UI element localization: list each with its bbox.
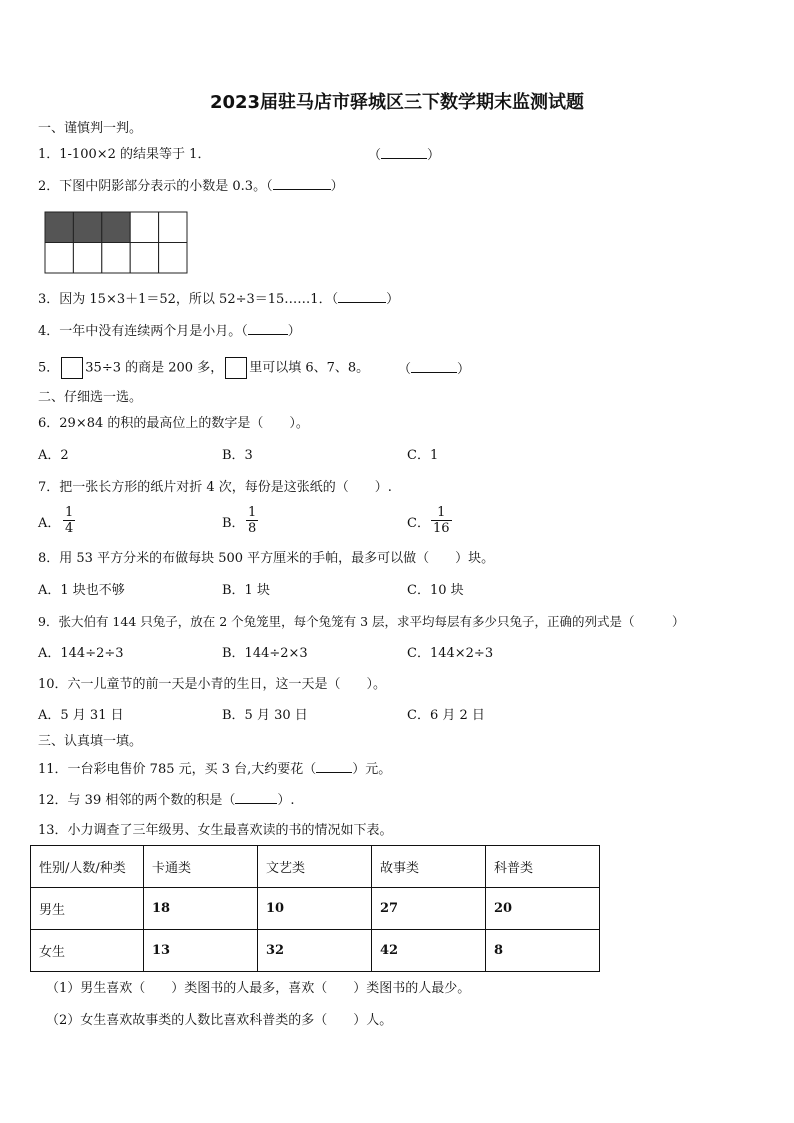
question-1-answer (368, 146, 440, 165)
reading-survey-table (30, 845, 600, 972)
table-cell: 27 (372, 888, 486, 930)
table-header-cell: 文艺类 (258, 846, 372, 888)
option-b[interactable] (222, 515, 245, 533)
question-13: 13．小力调查了三年级男、女生最喜欢读的书的情况如下表。 (38, 823, 393, 838)
denominator: 8 (248, 521, 257, 536)
grid-cell (73, 243, 101, 274)
question-4 (38, 322, 301, 341)
answer-blank[interactable] (338, 290, 386, 303)
paren-left: （ (368, 148, 382, 163)
paren-left: （ (398, 362, 412, 377)
question-5 (38, 357, 471, 379)
fraction-one-quarter (63, 505, 75, 536)
grid-cell-shaded (73, 212, 101, 243)
question-2 (38, 177, 344, 196)
table-header-cell: 故事类 (372, 846, 486, 888)
table-cell: 13 (144, 930, 258, 972)
question-1 (38, 146, 441, 164)
table-header-cell: 科普类 (486, 846, 600, 888)
question-3-text: 3．因为 15×3＋1＝52，所以 52÷3＝15……1．（ (38, 292, 339, 307)
answer-blank[interactable] (235, 791, 277, 804)
table-row (31, 888, 600, 930)
table-cell: 男生 (31, 888, 144, 930)
question-12 (38, 791, 295, 810)
option-c[interactable]: C．1 (407, 448, 439, 463)
section-heading-1: 一、谨慎判一判。 (38, 121, 143, 136)
question-5-text: 35÷3 的商是 200 多， (85, 360, 224, 376)
answer-blank[interactable] (381, 146, 427, 159)
question-7: 7．把一张长方形的纸片对折 4 次，每份是这张纸的（ ）. (38, 480, 392, 495)
question-11 (38, 760, 391, 779)
grid-svg (44, 211, 188, 275)
shaded-grid-figure (44, 211, 188, 275)
question-6: 6．29×84 的积的最高位上的数字是（ ）。 (38, 416, 309, 431)
option-a[interactable]: A．2 (38, 448, 69, 463)
option-c[interactable]: C．6 月 2 日 (407, 708, 485, 723)
option-c[interactable] (407, 515, 430, 533)
table-cell: 32 (258, 930, 372, 972)
question-13-part-1: （1）男生喜欢（ ）类图书的人最多，喜欢（ ）类图书的人最少。 (46, 981, 471, 996)
table-cell: 18 (144, 888, 258, 930)
section-heading-2: 二、仔细选一选。 (38, 390, 143, 405)
paren-right: ） (386, 292, 400, 307)
fraction-one-sixteenth (431, 505, 452, 536)
table-cell: 42 (372, 930, 486, 972)
page-title: 2023届驻马店市驿城区三下数学期末监测试题 (209, 92, 585, 113)
table-cell: 20 (486, 888, 600, 930)
question-8: 8．用 53 平方分米的布做每块 500 平方厘米的手帕，最多可以做（ ）块。 (38, 551, 495, 566)
blank-box[interactable] (225, 357, 247, 379)
paren-right: ） (427, 148, 441, 163)
option-c[interactable]: C．10 块 (407, 583, 464, 598)
question-5-suffix: 里可以填 6、7、8。 (249, 360, 370, 376)
question-11-tail: ）元。 (352, 762, 392, 777)
option-label: A． (38, 516, 61, 531)
option-label: C． (407, 516, 430, 531)
grid-cell-shaded (102, 212, 130, 243)
answer-blank[interactable] (248, 322, 288, 335)
question-2-text: 2．下图中阴影部分表示的小数是 0.3。（ (38, 179, 273, 194)
grid-cell (130, 212, 158, 243)
table-header-cell: 卡通类 (144, 846, 258, 888)
option-b[interactable]: B．1 块 (222, 583, 270, 598)
question-13-part-2: （2）女生喜欢故事类的人数比喜欢科普类的多（ ）人。 (46, 1013, 393, 1028)
question-12-text: 12．与 39 相邻的两个数的积是（ (38, 793, 236, 808)
question-5-answer (398, 360, 470, 379)
option-c[interactable]: C．144×2÷3 (407, 646, 494, 661)
paren-right: ） (287, 324, 301, 339)
numerator: 1 (248, 505, 257, 520)
question-3 (38, 290, 399, 309)
question-9: 9．张大伯有 144 只兔子，放在 2 个兔笼里，每个兔笼有 3 层，求平均每层有多少只兔子，正确的列式是（ ） (38, 614, 685, 629)
option-b[interactable]: B．3 (222, 448, 253, 463)
grid-cell (159, 243, 187, 274)
question-5-number: 5． (38, 360, 60, 376)
answer-blank[interactable] (273, 177, 331, 190)
paren-right: ） (330, 179, 344, 194)
table-cell: 10 (258, 888, 372, 930)
blank-box[interactable] (61, 357, 83, 379)
section-heading-3: 三、认真填一填。 (38, 734, 143, 749)
answer-blank[interactable] (316, 760, 352, 773)
table-header-row (31, 846, 600, 888)
grid-cell (159, 212, 187, 243)
answer-blank[interactable] (411, 360, 457, 373)
question-12-tail: ）. (277, 793, 295, 808)
question-11-text: 11．一台彩电售价 785 元，买 3 台,大约要花（ (38, 762, 317, 777)
option-b[interactable]: B．5 月 30 日 (222, 708, 308, 723)
option-a[interactable] (38, 515, 60, 533)
option-a[interactable]: A．5 月 31 日 (38, 708, 124, 723)
question-4-text: 4．一年中没有连续两个月是小月。（ (38, 324, 248, 339)
grid-cell (130, 243, 158, 274)
table-header-cell: 性别/人数/种类 (31, 846, 144, 888)
denominator: 4 (65, 521, 74, 536)
grid-cell (45, 243, 73, 274)
question-1-text: 1．1-100×2 的结果等于 1． (38, 147, 211, 162)
table-row (31, 930, 600, 972)
grid-cell-shaded (45, 212, 73, 243)
option-a[interactable]: A．1 块也不够 (38, 583, 125, 598)
option-a[interactable]: A．144÷2÷3 (38, 646, 124, 661)
option-b[interactable]: B．144÷2×3 (222, 646, 308, 661)
question-10: 10．六一儿童节的前一天是小青的生日，这一天是（ ）。 (38, 677, 387, 692)
option-label: B． (222, 516, 245, 531)
numerator: 1 (65, 505, 74, 520)
denominator: 16 (433, 521, 450, 536)
fraction-one-eighth (246, 505, 258, 536)
table-cell: 女生 (31, 930, 144, 972)
table-cell: 8 (486, 930, 600, 972)
numerator: 1 (437, 505, 446, 520)
grid-cell (102, 243, 130, 274)
paren-right: ） (457, 362, 471, 377)
